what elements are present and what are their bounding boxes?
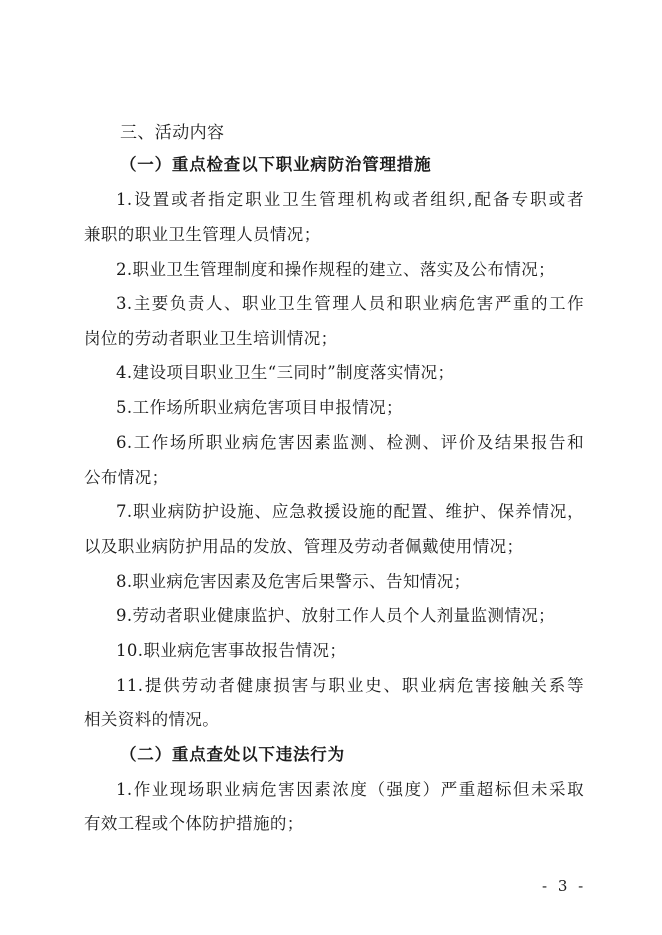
item-3-line-2: 岗位的劳动者职业卫生培训情况； bbox=[84, 329, 338, 348]
subsection-heading-1: （一）重点检查以下职业病防治管理措施 bbox=[120, 155, 432, 174]
item-9-line-1: 9.劳动者职业健康监护、放射工作人员个人剂量监测情况； bbox=[116, 606, 556, 625]
item-5-line-1: 5.工作场所职业病危害项目申报情况； bbox=[116, 398, 403, 417]
item-11-line-1: 11.提供劳动者健康损害与职业史、职业病危害接触关系等 bbox=[116, 676, 584, 695]
item-4-line-1: 4.建设项目职业卫生“三同时”制度落实情况； bbox=[116, 363, 455, 382]
item-2-line-1: 2.职业卫生管理制度和操作规程的建立、落实及公布情况； bbox=[116, 260, 556, 279]
item-7-line-1: 7.职业病防护设施、应急救援设施的配置、维护、保养情况， bbox=[116, 502, 584, 521]
item-11-line-2: 相关资料的情况。 bbox=[84, 710, 220, 729]
item-8-line-1: 8.职业病危害因素及危害后果警示、告知情况； bbox=[116, 572, 471, 591]
violation-1-line-1: 1.作业现场职业病危害因素浓度（强度）严重超标但未采取 bbox=[116, 780, 584, 799]
page-number: - 3 - bbox=[542, 877, 587, 895]
item-10-line-1: 10.职业病危害事故报告情况； bbox=[116, 641, 347, 660]
section-heading: 三、活动内容 bbox=[120, 123, 225, 143]
item-1-line-1: 1.设置或者指定职业卫生管理机构或者组织,配备专职或者 bbox=[116, 190, 584, 209]
item-7-line-2: 以及职业病防护用品的发放、管理及劳动者佩戴使用情况； bbox=[84, 537, 524, 556]
item-6-line-2: 公布情况； bbox=[84, 468, 169, 487]
subsection-heading-2: （二）重点查处以下违法行为 bbox=[120, 745, 345, 764]
item-1-line-2: 兼职的职业卫生管理人员情况； bbox=[84, 225, 321, 244]
item-6-line-1: 6.工作场所职业病危害因素监测、检测、评价及结果报告和 bbox=[116, 433, 584, 452]
item-3-line-1: 3.主要负责人、职业卫生管理人员和职业病危害严重的工作 bbox=[116, 294, 584, 313]
violation-1-line-2: 有效工程或个体防护措施的； bbox=[84, 814, 304, 833]
